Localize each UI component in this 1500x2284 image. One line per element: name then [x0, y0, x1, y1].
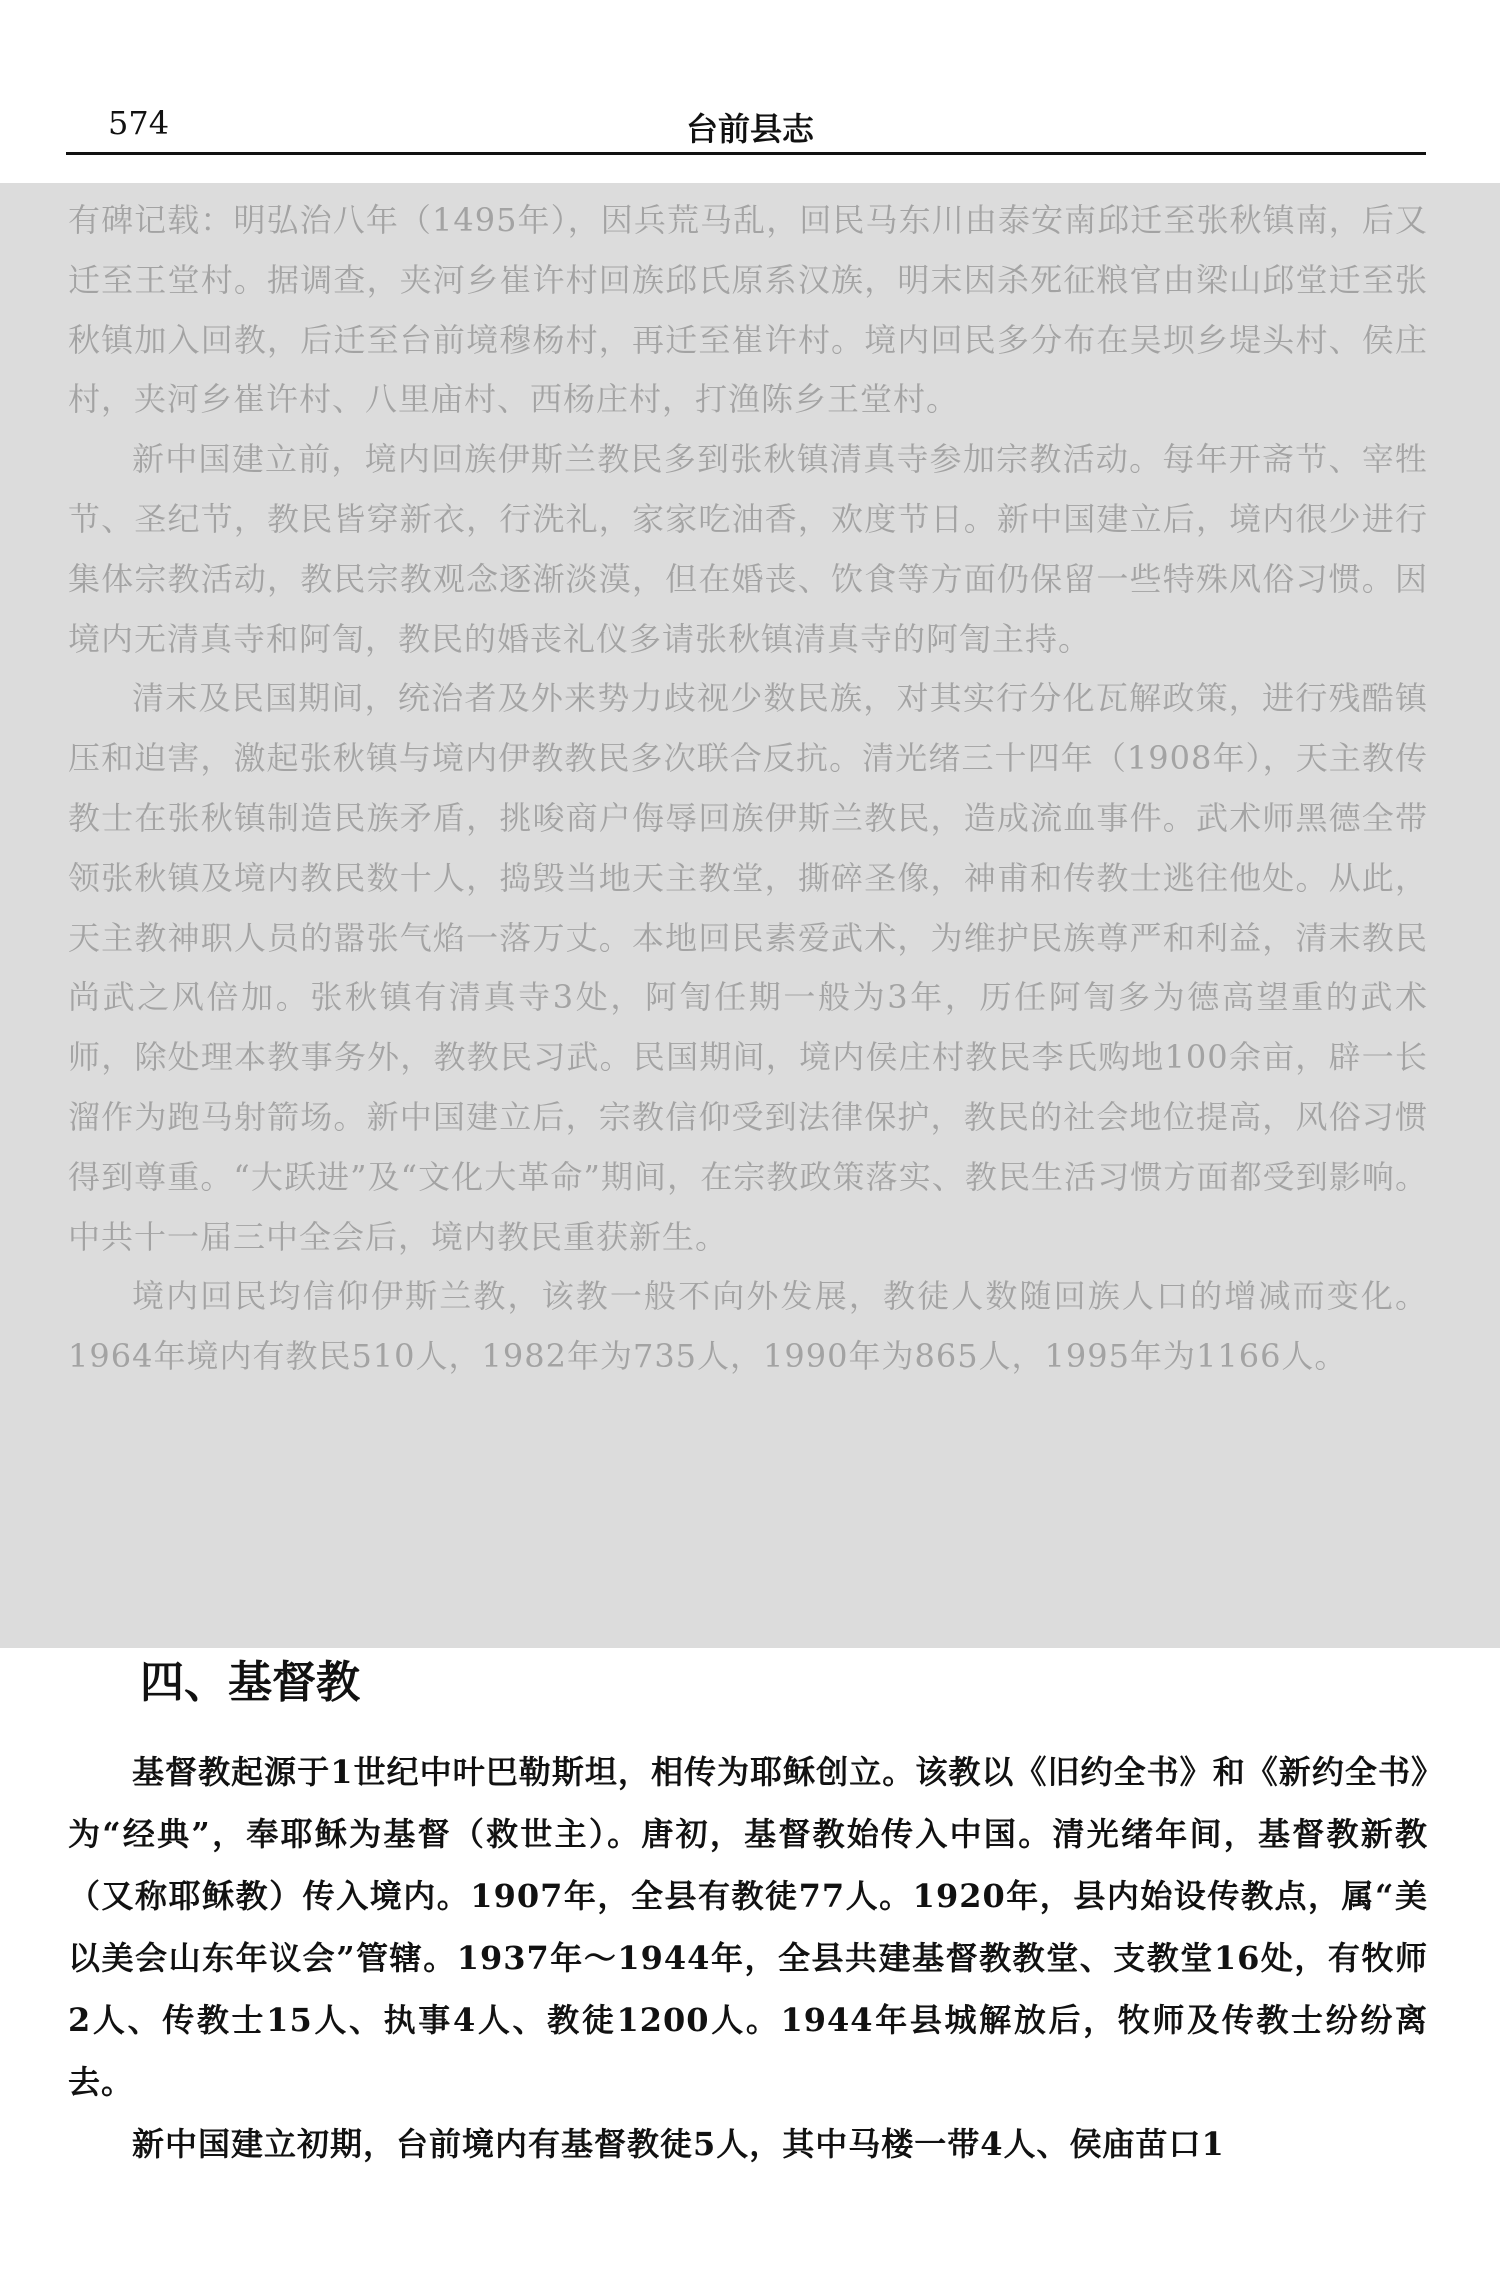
- section-heading: 四、基督教: [140, 1657, 360, 1708]
- paragraph: 新中国建立前，境内回族伊斯兰教民多到张秋镇清真寺参加宗教活动。每年开斋节、宰牲节、圣纪节，教民皆穿新衣，行洗礼，家家吃油香，欢度节日。新中国建立后，境内很少进行集体宗教活动，教民宗教观念逐渐淡漠，但在婚丧、饮食等方面仍保留一些特殊风俗习惯。因境内无清真寺和阿訇，教民的婚丧礼仪多请张秋镇清真寺的阿訇主持。: [68, 440, 1428, 658]
- paragraph: 有碑记载：明弘治八年（1495年），因兵荒马乱，回民马东川由泰安南邱迁至张秋镇南，后又迁至王堂村。据调查，夹河乡崔许村回族邱氏原系汉族，明末因杀死征粮官由梁山邱堂迁至张秋镇加入回教，后迁至台前境穆杨村，再迁至崔许村。境内回民多分布在吴坝乡堤头村、侯庄村，夹河乡崔许村、八里庙村、西杨庄村，打渔陈乡王堂村。: [68, 201, 1428, 419]
- shaded-text: [68, 191, 1428, 1387]
- body-text: [68, 1741, 1428, 2175]
- page-number: 574: [108, 104, 170, 142]
- paragraph: 境内回民均信仰伊斯兰教，该教一般不向外发展，教徒人数随回族人口的增减而变化。1964年境内有教民510人，1982年为735人，1990年为865人，1995年为1166人。: [68, 1277, 1428, 1376]
- running-title: 台前县志: [685, 110, 814, 148]
- paragraph: 基督教起源于1世纪中叶巴勒斯坦，相传为耶稣创立。该教以《旧约全书》和《新约全书》为“经典”，奉耶稣为基督（救世主）。唐初，基督教始传入中国。清光绪年间，基督教新教（又称耶稣教）传入境内。1907年，全县有教徒77人。1920年，县内始设传教点，属“美以美会山东年议会”管辖。1937年～1944年，全县共建基督教教堂、支教堂16处，有牧师2人、传教士15人、执事4人、教徒1200人。1944年县城解放后，牧师及传教士纷纷离去。: [68, 1753, 1428, 2101]
- paragraph: 新中国建立初期，台前境内有基督教徒5人，其中马楼一带4人、侯庙苗口1: [132, 2125, 1225, 2163]
- page-header: [0, 0, 1500, 170]
- paragraph: 清末及民国期间，统治者及外来势力歧视少数民族，对其实行分化瓦解政策，进行残酷镇压和迫害，激起张秋镇与境内伊教教民多次联合反抗。清光绪三十四年（1908年），天主教传教士在张秋镇制造民族矛盾，挑唆商户侮辱回族伊斯兰教民，造成流血事件。武术师黑德全带领张秋镇及境内教民数十人，捣毁当地天主教堂，撕碎圣像，神甫和传教士逃往他处。从此，天主教神职人员的嚣张气焰一落万丈。本地回民素爱武术，为维护民族尊严和利益，清末教民尚武之风倍加。张秋镇有清真寺3处，阿訇任期一般为3年，历任阿訇多为德高望重的武术师，除处理本教事务外，教教民习武。民国期间，境内侯庄村教民李氏购地100余亩，辟一长溜作为跑马射箭场。新中国建立后，宗教信仰受到法律保护，教民的社会地位提高，风俗习惯得到尊重。“大跃进”及“文化大革命”期间，在宗教政策落实、教民生活习惯方面都受到影响。中共十一届三中全会后，境内教民重获新生。: [68, 679, 1428, 1256]
- header-rule: [66, 152, 1426, 155]
